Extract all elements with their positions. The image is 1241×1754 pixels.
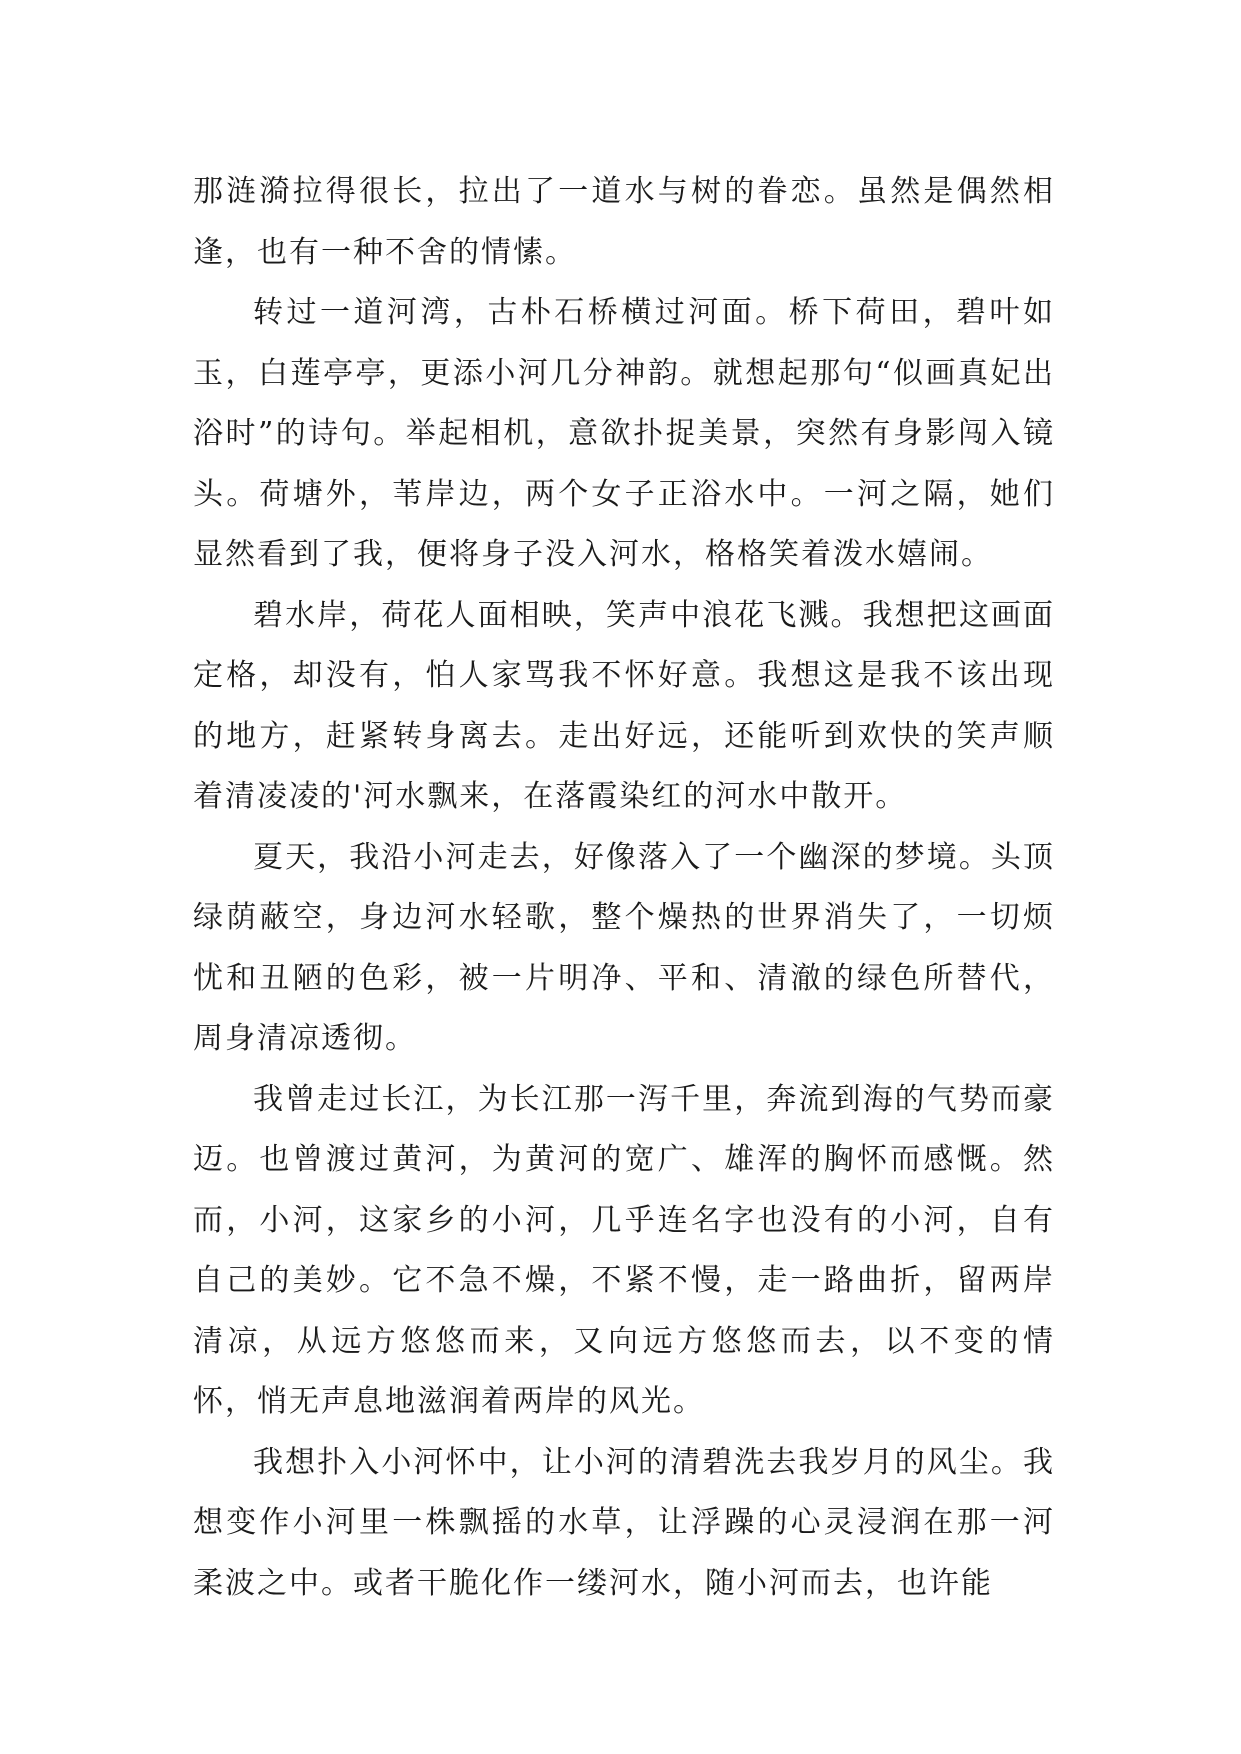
paragraph-2: 转过一道河湾，古朴石桥横过河面。桥下荷田，碧叶如玉，白莲亭亭，更添小河几分神韵。就想起那句“似画真妃出浴时”的诗句。举起相机，意欲扑捉美景，突然有身影闯入镜头。荷塘外，苇岸边，两个女子正浴水中。一河之隔，她们显然看到了我，便将身子没入河水，格格笑着泼水嬉闹。: [193, 295, 1055, 572]
paragraph-1: 那涟漪拉得很长，拉出了一道水与树的眷恋。虽然是偶然相逢，也有一种不舍的情愫。: [193, 174, 1055, 270]
article-body: [193, 162, 1055, 1614]
paragraph-6: 我想扑入小河怀中，让小河的清碧洗去我岁月的风尘。我想变作小河里一株飘摇的水草，让浮躁的心灵浸润在那一河柔波之中。或者干脆化作一缕河水，随小河而去，也许能: [193, 1444, 1055, 1601]
paragraph-4: 夏天，我沿小河走去，好像落入了一个幽深的梦境。头顶绿荫蔽空，身边河水轻歌，整个燥热的世界消失了，一切烦忧和丑陋的色彩，被一片明净、平和、清澈的绿色所替代，周身清凉透彻。: [193, 839, 1055, 1056]
paragraph-5: 我曾走过长江，为长江那一泻千里，奔流到海的气势而豪迈。也曾渡过黄河，为黄河的宽广、雄浑的胸怀而感慨。然而，小河，这家乡的小河，几乎连名字也没有的小河，自有自己的美妙。它不急不燥，不紧不慢，走一路曲折，留两岸清凉，从远方悠悠而来，又向远方悠悠而去，以不变的情怀，悄无声息地滋润着两岸的风光。: [193, 1081, 1055, 1419]
paragraph-3: 碧水岸，荷花人面相映，笑声中浪花飞溅。我想把这画面定格，却没有，怕人家骂我不怀好意。我想这是我不该出现的地方，赶紧转身离去。走出好远，还能听到欢快的笑声顺着清凌凌的'河水飘来，在落霞染红的河水中散开。: [193, 597, 1055, 814]
